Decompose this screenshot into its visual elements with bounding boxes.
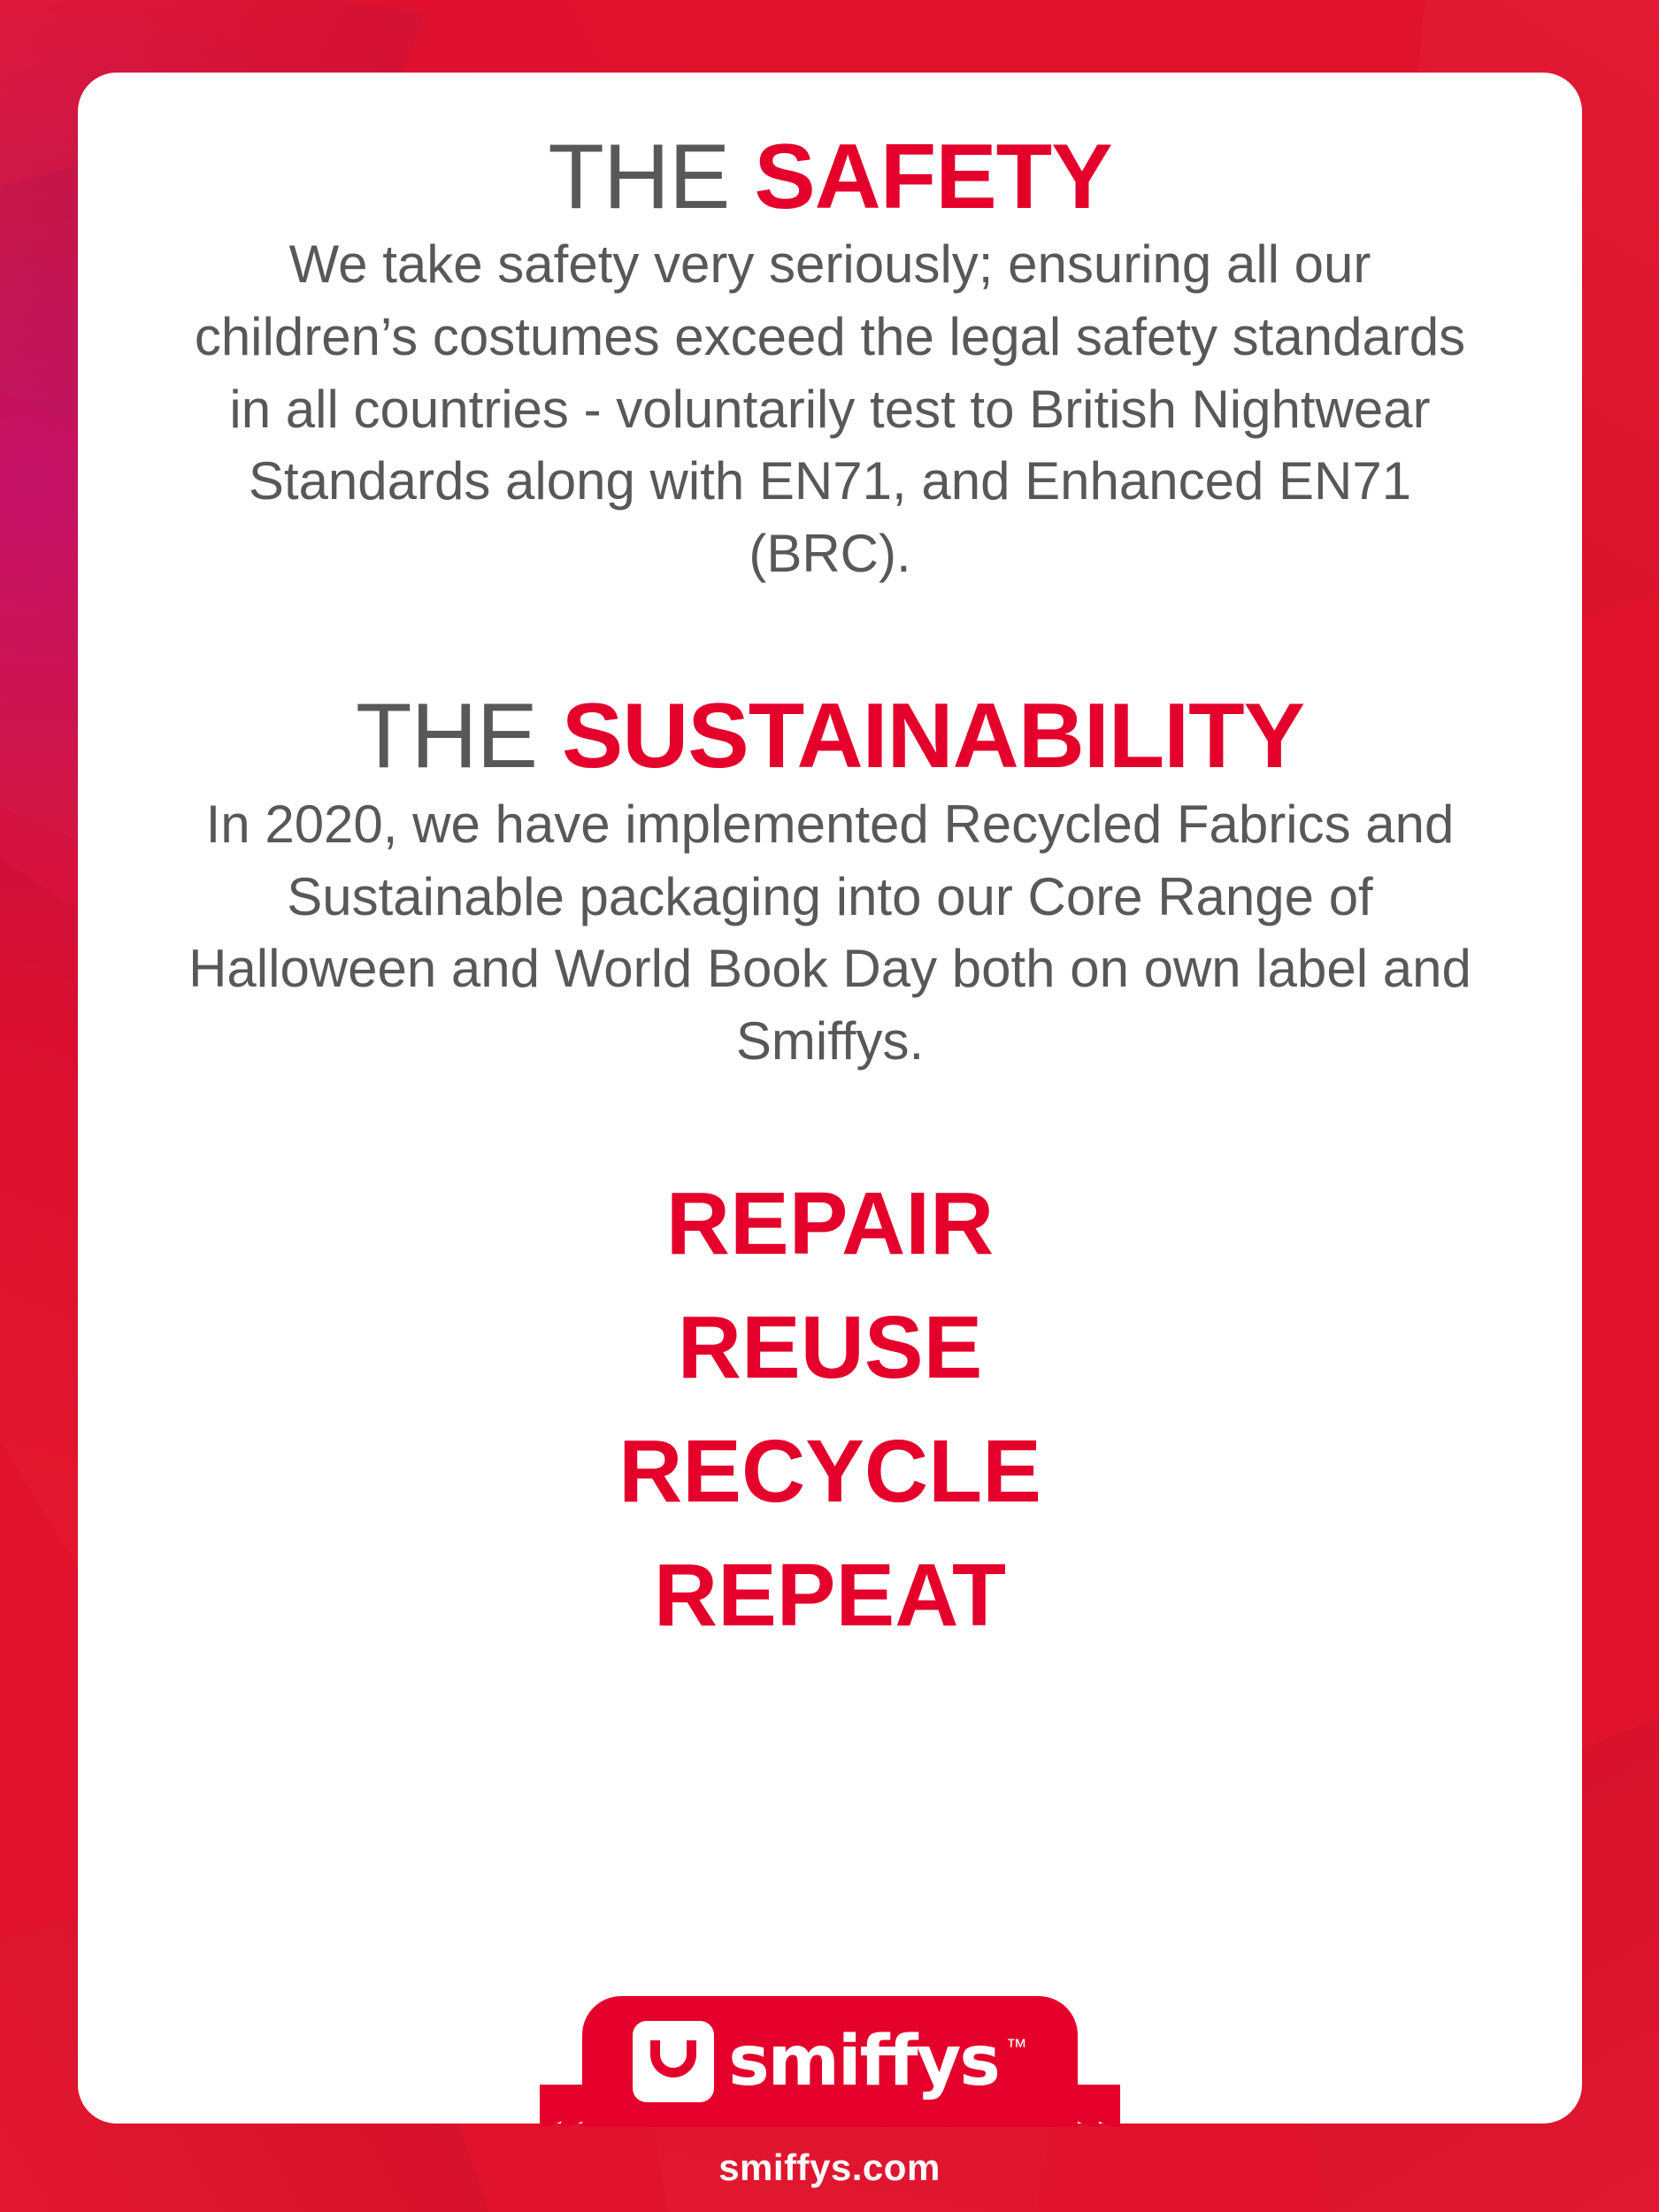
slogan-line-recycle: RECYCLE	[618, 1422, 1041, 1522]
brand-logo-tab	[582, 1996, 1078, 2127]
sustainability-heading-prefix: THE	[355, 685, 562, 788]
smile-icon	[633, 2021, 714, 2102]
section-spacer	[175, 589, 1485, 685]
safety-heading-accent: SAFETY	[754, 126, 1112, 228]
trademark-symbol: ™	[1005, 2035, 1027, 2059]
sustainability-heading	[175, 685, 1485, 787]
safety-heading-prefix: THE	[548, 126, 755, 228]
website-url[interactable]: smiffys.com	[718, 2147, 941, 2188]
safety-body-text: We take safety very seriously; ensuring all our children’s costumes exceed the legal safety standards in all countries - voluntarily test to British Nightwear Standards along with EN71, and Enhanced EN71 (BRC).	[194, 234, 1466, 583]
sustainability-heading-accent: SUSTAINABILITY	[561, 685, 1305, 788]
brand-logo	[633, 2021, 1027, 2102]
slogan-line-reuse: REUSE	[677, 1298, 983, 1398]
sustainability-body-text: In 2020, we have implemented Recycled Fabrics and Sustainable packaging into our Core Range of Halloween and World Book Day both on own label and Smiffys.	[188, 794, 1471, 1071]
slogan-line-repeat: REPEAT	[653, 1546, 1007, 1646]
brand-name: smiffys	[728, 2022, 999, 2101]
slogan-line-repair: REPAIR	[665, 1174, 995, 1274]
content-card	[78, 73, 1582, 2124]
safety-heading	[175, 126, 1485, 228]
slogan-block	[175, 1174, 1485, 1646]
smile-icon-curve	[650, 2040, 696, 2078]
